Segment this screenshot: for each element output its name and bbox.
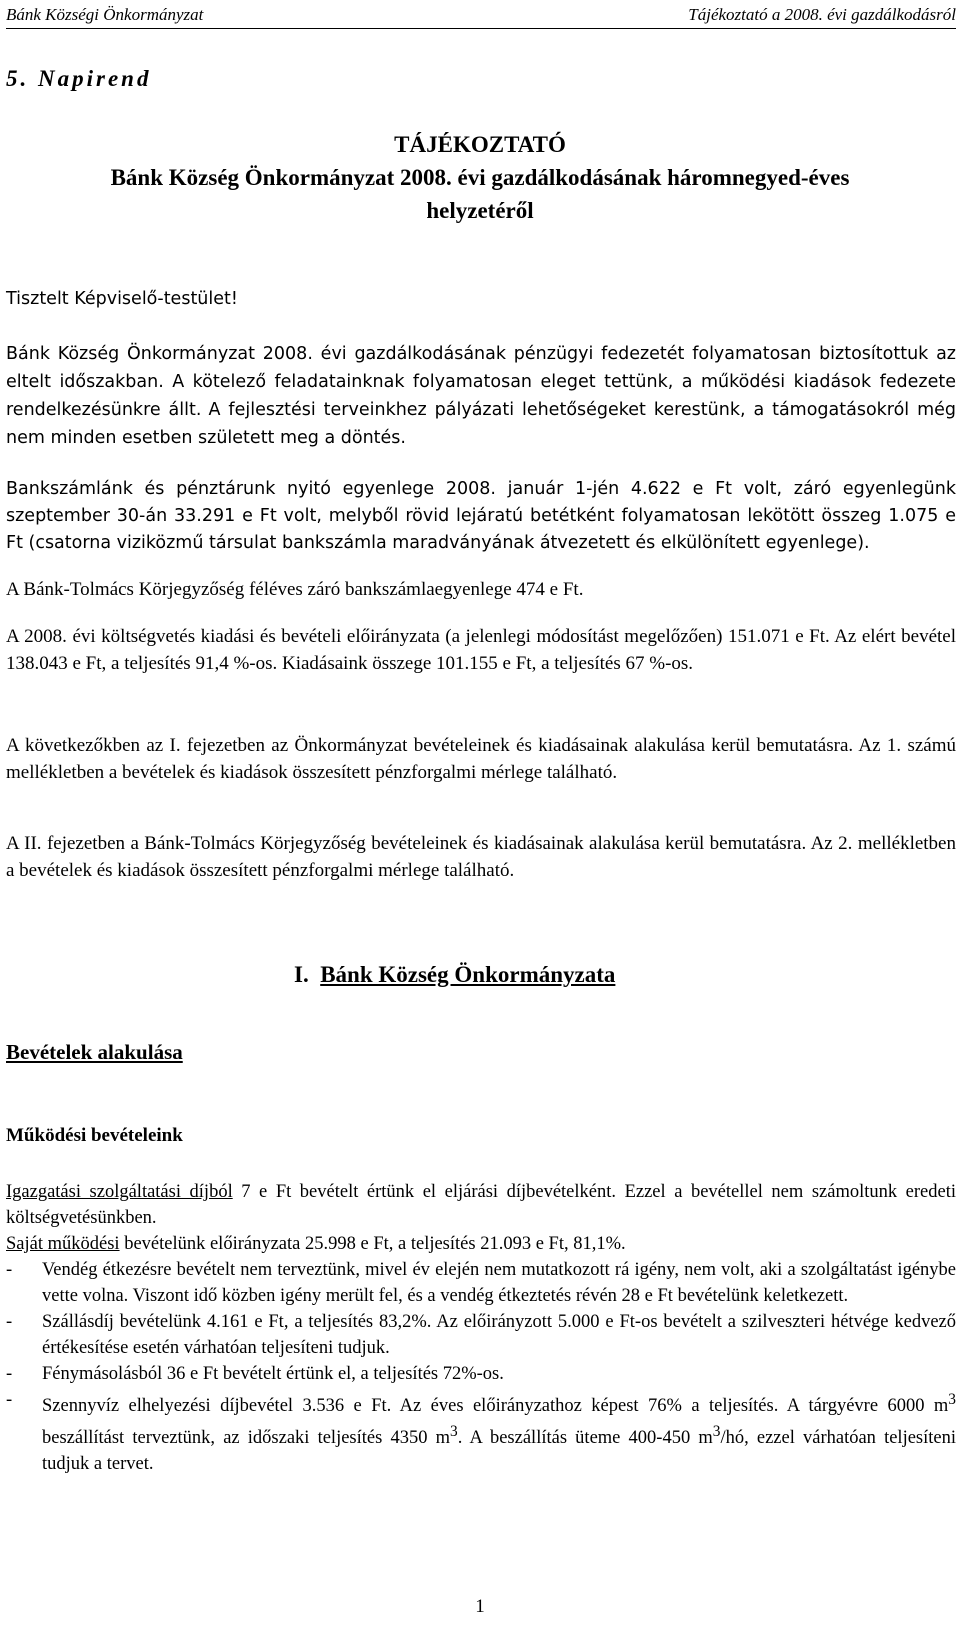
list-item-text-part: /hó, ezzel várhatóan teljesíteni tudjuk a tervet.: [42, 1428, 957, 1475]
list-item-text: Szállásdíj bevételünk 4.161 e Ft, a teljesítés 83,2%. Az előirányzott 5.000 e Ft-os bevételt a szilveszteri hétvége kedvező értékesítése esetén várhatóan teljesíteni tudjuk.: [42, 1312, 956, 1358]
list-item-text-part: beszállítást terveztünk, az időszaki teljesítés 4350 m: [42, 1428, 451, 1449]
own-revenue-paragraph: [6, 1231, 956, 1257]
list-dash: -: [6, 1364, 13, 1384]
fee-text: 7 e Ft bevételt értünk el eljárási díjbevételként. Ezzel a bevétellel nem számoltunk eredeti költségvetésünkben.: [6, 1182, 956, 1228]
fee-paragraph: [6, 1179, 956, 1231]
title-line-2: Bánk Község Önkormányzat 2008. évi gazdálkodásának háromnegyed-éves: [110, 165, 850, 190]
list-dash: -: [6, 1312, 13, 1332]
list-item: [6, 1257, 956, 1309]
title-line-1: TÁJÉKOZTATÓ: [394, 132, 566, 157]
page-header: [6, 2, 956, 29]
superscript: 3: [712, 1423, 721, 1441]
list-item: [6, 1387, 956, 1477]
intro-paragraph: [6, 340, 956, 452]
greeting: Tisztelt Képviselő-testület!: [6, 289, 238, 309]
list-item-text-part: . A beszállítás üteme 400-450 m: [457, 1428, 713, 1449]
list-dash: -: [6, 1390, 13, 1410]
revenue-details: [6, 1179, 956, 1477]
intro-text-a: Bánk Község Önkormányzat 2008. évi gazdálkodásának pénzügyi fedezetét folyamatosan biztosítottuk az eltelt időszakban. A kötelező feladatainknak folyamatosan eleget tettünk, a működési kiadások fedezete rendelkezésünkre állt.: [6, 344, 956, 420]
own-revenue-label: Saját működési: [6, 1234, 120, 1254]
balance-text-a: Bankszámlánk és pénztárunk nyitó egyenlege 2008. január 1-jén 4.622 e Ft volt, záró egyenlegünk szeptember 30-án 33.291 e Ft volt, melyből rövid lejáratú betétként folyamatosan lekötött összeg: [6, 479, 956, 526]
list-item-text: Vendég étkezésre bevételt nem terveztünk, mivel év elején nem mutatkozott rá igény, nem volt, aki a szolgáltatást igénybe vette volna. Viszont idő közben igény merült fel, és a vendég étkeztetés révén 28 e Ft bevételünk keletkezett.: [42, 1260, 956, 1306]
list-dash: -: [6, 1260, 13, 1280]
list-item: [6, 1361, 956, 1387]
list-item-text-part: Szennyvíz elhelyezési díjbevétel 3.536 e Ft. Az éves előirányzathoz képest 76% a teljesítés. A tárgyévre 6000 m: [42, 1396, 949, 1417]
document-title: [0, 128, 960, 227]
agenda-label: 5. Napirend: [6, 66, 152, 91]
header-left: Bánk Községi Önkormányzat: [6, 5, 204, 24]
section-heading: [294, 962, 615, 988]
section-title-text: Bánk Község Önkormányzata: [320, 962, 616, 987]
superscript: 3: [948, 1391, 956, 1408]
title-line-3: helyzetéről: [426, 198, 534, 223]
balance-text-b: 1.075 e Ft (csatorna viziközmű társulat bankszámla maradványának átvezetett és elkülönített egyenlege).: [6, 506, 956, 553]
revenue-heading: Bevételek alakulása: [6, 1040, 183, 1064]
page-number: 1: [475, 1596, 485, 1617]
list-item-text: [42, 1391, 957, 1475]
chapter1-intro: A következőkben az I. fejezetben az Önkormányzat bevételeinek és kiadásainak alakulása kerül bemutatásra. Az 1. számú mellékletben a bevételek és kiadások összesített pénzforgalmi mérlege található.: [6, 735, 956, 783]
balance-paragraph: [6, 476, 956, 557]
list-item: [6, 1309, 956, 1361]
chapter2-intro: A II. fejezetben a Bánk-Tolmács Körjegyzőség bevételeinek és kiadásainak alakulása kerül bemutatásra. Az 2. mellékletben a bevételek és kiadások összesített pénzforgalmi mérlege található.: [6, 833, 956, 881]
list-item-text: Fénymásolásból 36 e Ft bevételt értünk el, a teljesítés 72%-os.: [42, 1364, 504, 1384]
intro-text-b: A fejlesztési terveinkhez pályázati lehetőségeket kerestünk, a támogatásokról még nem minden esetben született meg a döntés.: [6, 400, 957, 448]
header-right: Tájékoztató a 2008. évi gazdálkodásról: [688, 5, 956, 24]
own-revenue-text: bevételünk előirányzata 25.998 e Ft, a teljesítés 21.093 e Ft, 81,1%.: [119, 1234, 626, 1254]
superscript: 3: [450, 1423, 458, 1441]
operating-revenue-heading: Működési bevételeink: [6, 1125, 183, 1146]
fee-label: Igazgatási szolgáltatási díjból: [6, 1182, 233, 1202]
notary-balance: A Bánk-Tolmács Körjegyzőség féléves záró bankszámlaegyenlege 474 e Ft.: [6, 579, 584, 600]
section-number: I.: [294, 962, 309, 987]
budget-paragraph: A 2008. évi költségvetés kiadási és bevételi előirányzata (a jelenlegi módosítást megelőzően) 151.071 e Ft. Az elért bevétel 138.043 e Ft, a teljesítés 91,4 %-os. Kiadásaink összege 101.155 e Ft, a teljesítés 67 %-os.: [6, 626, 956, 674]
